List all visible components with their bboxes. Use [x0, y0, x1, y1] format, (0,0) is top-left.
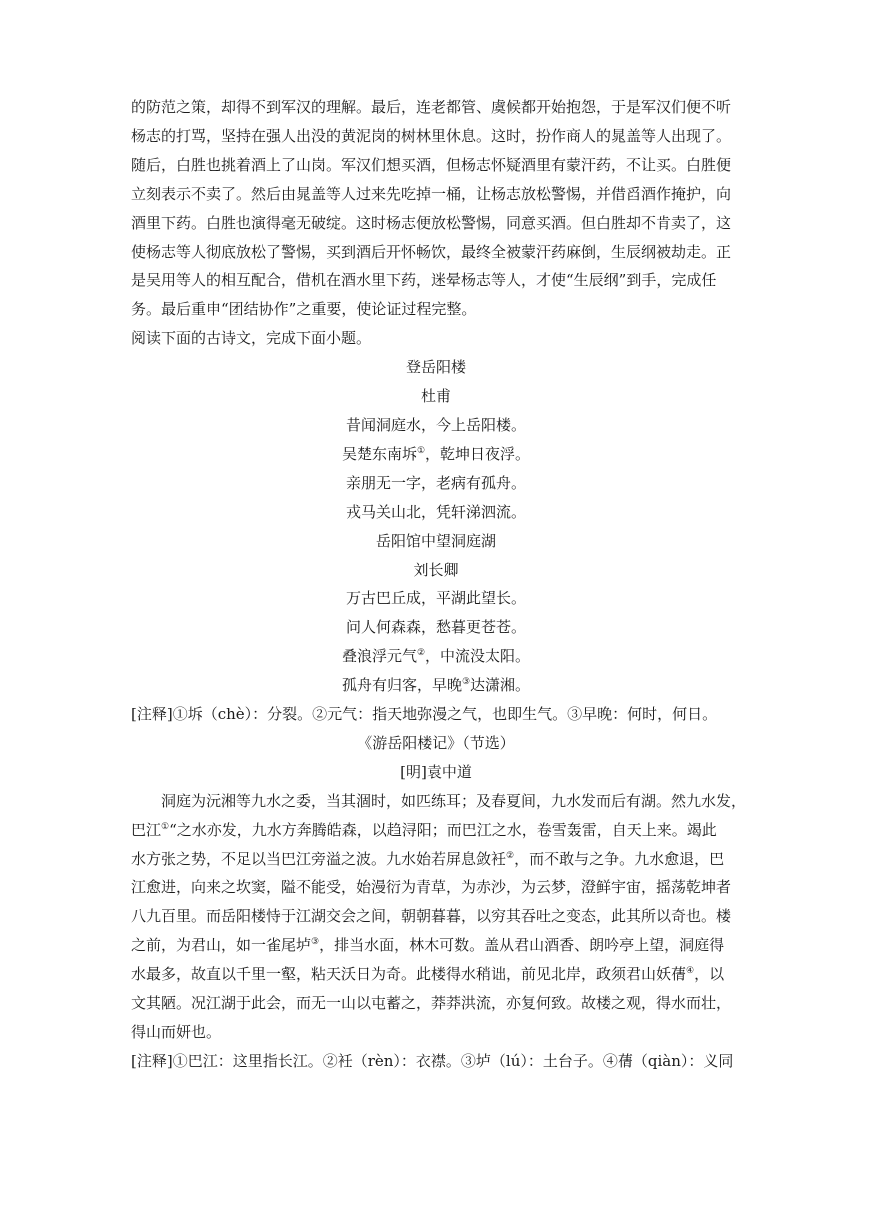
prose-text: 洞庭为沅湘等九水之委，当其涸时，如匹练耳；及春夏间，九水发而后有湖。然九水发，: [161, 791, 747, 810]
poem-text: 叠浪浮元气: [341, 647, 417, 666]
footnote-marker: ③: [311, 937, 320, 948]
prose-line: [131, 845, 741, 874]
prose-text: 文其陋。况江湖于此会，而无一山以屯蓄之，莽莽洪流，亦复何致。故楼之观，得水而壮，: [131, 994, 732, 1013]
prose-line: [131, 931, 741, 960]
text-line: 使杨志等人彻底放松了警惕，买到酒后开怀畅饮，最终全被蒙汗药麻倒，生辰纲被劫走。正: [131, 242, 732, 261]
poem1-line: 戎马关山北，凭轩涕泗流。: [345, 502, 526, 521]
document-page: [131, 93, 747, 1076]
prose-text: ，而不敢与之争。九水愈退，巴: [514, 849, 725, 868]
text-line: 务。最后重申“团结协作”之重要，使论证过程完整。: [131, 300, 477, 319]
prose-text: 水方张之势，不足以当巴江旁溢之波。九水始若屏息敛衽: [131, 849, 507, 868]
prose-line: [131, 1018, 741, 1047]
footnote-marker: ②: [416, 648, 426, 659]
text-line: 立刻表示不卖了。然后由晁盖等人过来先吃掉一桶，让杨志放松警惕，并借舀酒作掩护，向: [131, 184, 732, 203]
prose-line: [131, 960, 741, 989]
prose-text: 得山而妍也。: [131, 1023, 222, 1041]
prose-text: 八九百里。而岳阳楼恃于江湖交会之间，朝朝暮暮，以穷其吞吐之变态，此其所以奇也。楼: [131, 907, 732, 926]
poem-text: ，乾坤日夜浮。: [425, 444, 531, 463]
prose-title: 《游岳阳楼记》（节选）: [357, 733, 515, 752]
prose-line: [131, 902, 741, 931]
footnote-marker: ③: [461, 677, 471, 688]
prose-text: 之前，为君山，如一雀尾垆: [131, 936, 312, 955]
text-line: 的防范之策，却得不到军汉的理解。最后，连老都管、虞候都开始抱怨，于是军汉们便不听: [131, 98, 732, 116]
text-line: 杨志的打骂，坚持在强人出没的黄泥岗的树林里休息。这时，扮作商人的晁盖等人出现了。: [131, 126, 732, 145]
prose-author: [明]袁中道: [400, 762, 472, 781]
text-line: 酒里下药。白胜也演得毫无破绽。这时杨志便放松警惕，同意买酒。但白胜却不肯卖了，这: [131, 213, 732, 232]
prose-text: 江愈进，向来之坎窦，隘不能受，始漫衍为青草，为赤沙，为云梦，澄鲜宇宙，摇荡乾坤者: [131, 878, 732, 897]
footnote-marker: ①: [416, 445, 426, 456]
poem2-line: 问人何森森，愁暮更苍苍。: [345, 618, 526, 637]
poem2-title: 岳阳馆中望洞庭湖: [375, 531, 496, 550]
poem2-line: [131, 642, 741, 671]
poem-text: 达潇湘。: [470, 676, 531, 695]
annotation-note: [注释]①巴江：这里指长江。②衽（rèn）：衣襟。③垆（lú）：土台子。④蒨（qiàn）：义同: [131, 1051, 734, 1070]
poem1-title: 登岳阳楼: [405, 358, 466, 377]
poem-text: ，中流没太阳。: [425, 647, 531, 666]
prose-line: [131, 989, 741, 1018]
poem1-line: 亲朋无一字，老病有孤舟。: [345, 473, 526, 492]
prose-line: [131, 816, 741, 845]
footnote-marker: ④: [686, 966, 695, 977]
prose-text: 巴江: [131, 820, 162, 839]
poem1-line: [131, 440, 741, 469]
prose-text: 水最多，故直以千里一壑，粘天沃日为奇。此楼得水稍诎，前见北岸，政须君山妖蒨: [131, 965, 687, 984]
prose-text: “之水亦发，九水方奔腾皓森，以趋浔阳；而巴江之水，卷雪轰雷，自天上来。竭此: [169, 820, 717, 839]
intro-paragraph: [131, 93, 741, 324]
poem1-line: 昔闻洞庭水，今上岳阳楼。: [345, 415, 526, 434]
prose-text: ，以: [694, 965, 725, 984]
prose-text: ，排当水面，林木可数。盖从君山酒香、朗吟亭上望，洞庭得: [319, 936, 725, 955]
poem2-line: [131, 671, 741, 700]
prose-line: [131, 873, 741, 902]
annotation-note: [注释]①坼（chè）：分裂。②元气：指天地弥漫之气，也即生气。③早晚：何时，何日。: [131, 705, 718, 724]
poem-text: 吴楚东南坼: [341, 444, 417, 463]
prose-body: [131, 787, 747, 1047]
footnote-marker: ①: [161, 821, 170, 832]
poem1-author: 杜甫: [420, 387, 451, 406]
text-line: 是吴用等人的相互配合，借机在酒水里下药，迷晕杨志等人，才使“生辰纲”到手，完成任: [131, 271, 717, 290]
instruction: 阅读下面的古诗文，完成下面小题。: [131, 329, 372, 348]
poem2-line: 万古巴丘成，平湖此望长。: [345, 589, 526, 608]
poem2-author: 刘长卿: [413, 560, 459, 579]
poem-text: 孤舟有归客，早晚: [341, 676, 462, 695]
prose-line: [131, 787, 747, 816]
text-line: 随后，白胜也挑着酒上了山岗。军汉们想买酒，但杨志怀疑酒里有蒙汗药，不让买。白胜便: [131, 155, 732, 174]
footnote-marker: ②: [506, 850, 515, 861]
